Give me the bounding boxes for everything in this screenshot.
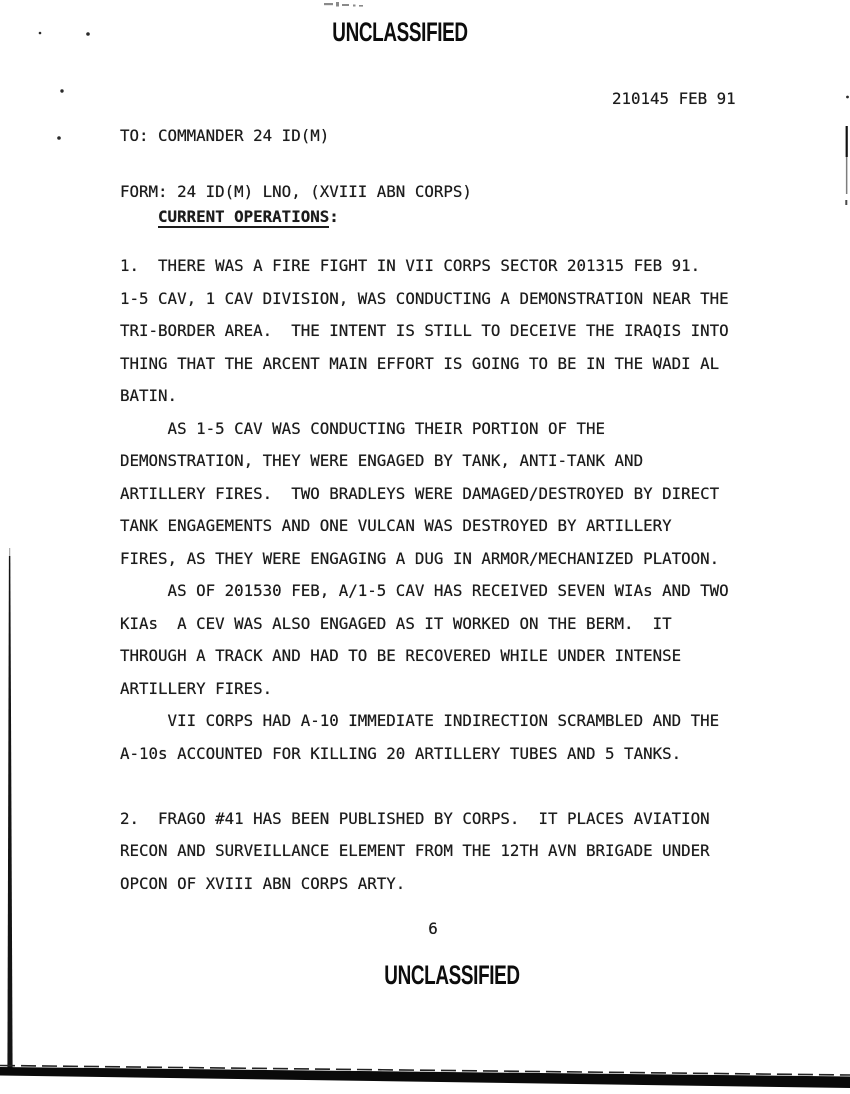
page-number: 6: [428, 919, 438, 938]
body-line: KIAs A CEV WAS ALSO ENGAGED AS IT WORKED ON THE BERM. IT: [120, 613, 672, 633]
classification-banner-top: UNCLASSIFIED: [332, 17, 468, 47]
body-line: TRI-BORDER AREA. THE INTENT IS STILL TO DECEIVE THE IRAQIS INTO: [120, 321, 729, 340]
body-line: 1-5 CAV, 1 CAV DIVISION, WAS CONDUCTING A DEMONSTRATION NEAR THE: [120, 288, 729, 308]
body-line: [120, 770, 780, 803]
body-line: BATIN.: [120, 386, 178, 405]
body-line: 1. THERE WAS A FIRE FIGHT IN VII CORPS SECTOR 201315 FEB 91.: [120, 256, 701, 275]
body-line: A-10s ACCOUNTED FOR KILLING 20 ARTILLERY TUBES AND 5 TANKS.: [120, 743, 682, 763]
scan-smudge-top: [324, 2, 363, 7]
body-line: TANK ENGAGEMENTS AND ONE VULCAN WAS DESTROYED BY ARTILLERY: [120, 516, 672, 535]
section-heading: [120, 188, 339, 245]
body-line: AS OF 201530 FEB, A/1-5 CAV HAS RECEIVED SEVEN WIAs AND TWO: [120, 581, 729, 600]
body-line: ARTILLERY FIRES.: [120, 678, 273, 698]
body-line: RECON AND SURVEILLANCE ELEMENT FROM THE 12TH AVN BRIGADE UNDER: [120, 841, 710, 860]
body-line: FIRES, AS THEY WERE ENGAGING A DUG IN ARMOR/MECHANIZED PLATOON.: [120, 548, 720, 568]
body-line: 2. FRAGO #41 HAS BEEN PUBLISHED BY CORPS. IT PLACES AVIATION: [120, 808, 710, 828]
section-heading-colon: :: [329, 207, 339, 226]
document-body: [120, 250, 780, 900]
body-line: AS 1-5 CAV WAS CONDUCTING THEIR PORTION OF THE: [120, 418, 606, 438]
scan-line-left: [7, 548, 12, 1073]
body-line: VII CORPS HAD A-10 IMMEDIATE INDIRECTION SCRAMBLED AND THE: [120, 711, 720, 730]
section-heading-text: CURRENT OPERATIONS: [158, 207, 330, 226]
header-from-line: FORM: 24 ID(M) LNO, (XVIII ABN CORPS): [120, 181, 472, 201]
body-line: DEMONSTRATION, THEY WERE ENGAGED BY TANK, ANTI-TANK AND: [120, 451, 644, 470]
scan-mark-right-edge: [845, 126, 848, 205]
scan-bar-bottom: [0, 1066, 850, 1089]
classification-banner-bottom: UNCLASSIFIED: [384, 960, 520, 990]
body-line: THROUGH A TRACK AND HAD TO BE RECOVERED WHILE UNDER INTENSE: [120, 646, 682, 665]
body-line: ARTILLERY FIRES. TWO BRADLEYS WERE DAMAGED/DESTROYED BY DIRECT: [120, 483, 720, 503]
body-line: THING THAT THE ARCENT MAIN EFFORT IS GOING TO BE IN THE WADI AL: [120, 353, 720, 373]
header-to-line: TO: COMMANDER 24 ID(M): [120, 126, 330, 145]
body-line: OPCON OF XVIII ABN CORPS ARTY.: [120, 873, 406, 893]
date-time-group: 210145 FEB 91: [612, 89, 736, 108]
